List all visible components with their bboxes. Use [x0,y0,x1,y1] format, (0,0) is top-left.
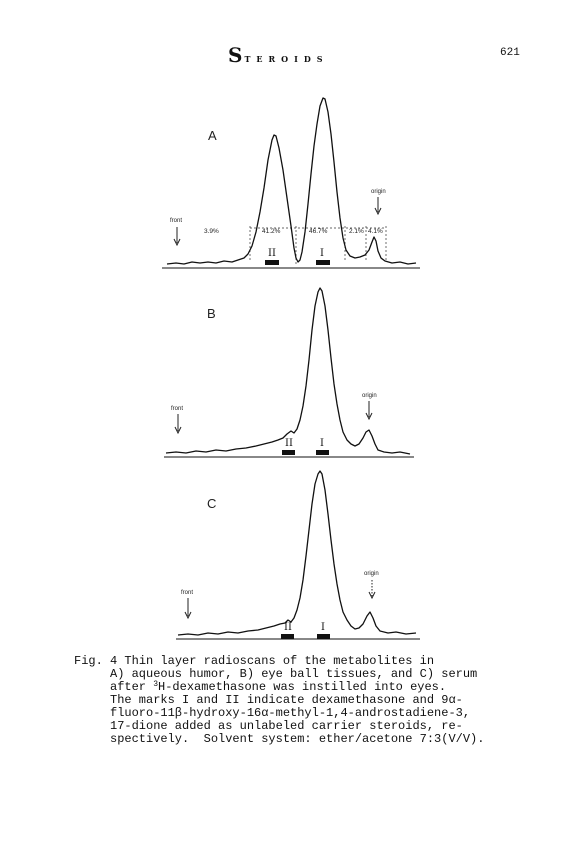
journal-header [228,45,329,65]
panel-a-front-label: front [170,218,183,224]
radioscan-a-svg [0,84,576,284]
caption-line-6: 17-dione added as unlabeled carrier steroids, re- [110,719,463,733]
panel-a-scan-trace [167,98,416,264]
caption-line-5: fluoro-11β-hydroxy-16α-methyl-1,4-androstadiene-3, [110,706,471,720]
panel-b-front-label: front [171,406,184,412]
panel-a-percent-origin: 4.1% [368,228,383,235]
panel-b-band-label-ii: II [285,438,293,449]
caption-fig-label: Fig. 4 [74,654,118,668]
caption-line-2: A) aqueous humor, B) eye ball tissues, and C) serum [110,667,478,681]
panel-a-percent-peak-ii: 41.2% [262,228,281,235]
panel-a-percent-peak-i: 46.7% [309,228,328,235]
figure-caption [74,655,544,746]
caption-line-1-text: Thin layer radioscans of the metabolites in [117,654,435,668]
radioscan-c-svg [0,460,576,650]
panel-b-band-label-i: I [320,438,324,449]
caption-line-4: The marks I and II indicate dexamethasone and 9α- [110,693,463,707]
panel-a-label: A [208,128,217,143]
panel-c-front-label: front [181,590,194,596]
radioscan-panel-c [0,460,576,650]
panel-b-origin-label: origin [362,393,377,399]
panel-a-band-mark-ii [265,260,279,265]
panel-b-band-mark-ii [282,450,295,455]
panel-a-band-label-ii: II [268,248,276,259]
panel-a-percent-front: 3.9% [204,228,219,235]
panel-a-band-mark-i [316,260,330,265]
panel-c-band-mark-i [317,634,330,639]
panel-a-origin-label: origin [371,189,386,195]
caption-line-3-pre: after [110,680,154,694]
radioscan-b-svg [0,280,576,470]
page-number: 621 [500,47,520,59]
journal-header-initial: S [228,43,243,67]
panel-c-band-label-i: I [321,622,325,633]
panel-a-band-label-i: I [320,248,324,259]
caption-isotope-superscript: 3 [153,680,159,689]
panel-b-band-mark-i [316,450,329,455]
panel-a-percent-between: 2.1% [349,228,364,235]
panel-c-label: C [207,496,217,511]
radioscan-panel-a [0,84,576,284]
caption-line-3-post: H-dexamethasone was instilled into eyes. [158,680,447,694]
panel-c-band-mark-ii [281,634,294,639]
caption-line-7: spectively. Solvent system: ether/acetone 7:3(V/V). [110,732,485,746]
panel-c-origin-label: origin [364,571,379,577]
panel-c-band-label-ii: II [284,622,292,633]
panel-b-label: B [207,306,216,321]
panel-b-scan-trace [166,288,410,454]
journal-header-rest: TEROIDS [244,54,329,64]
radioscan-panel-b [0,280,576,470]
